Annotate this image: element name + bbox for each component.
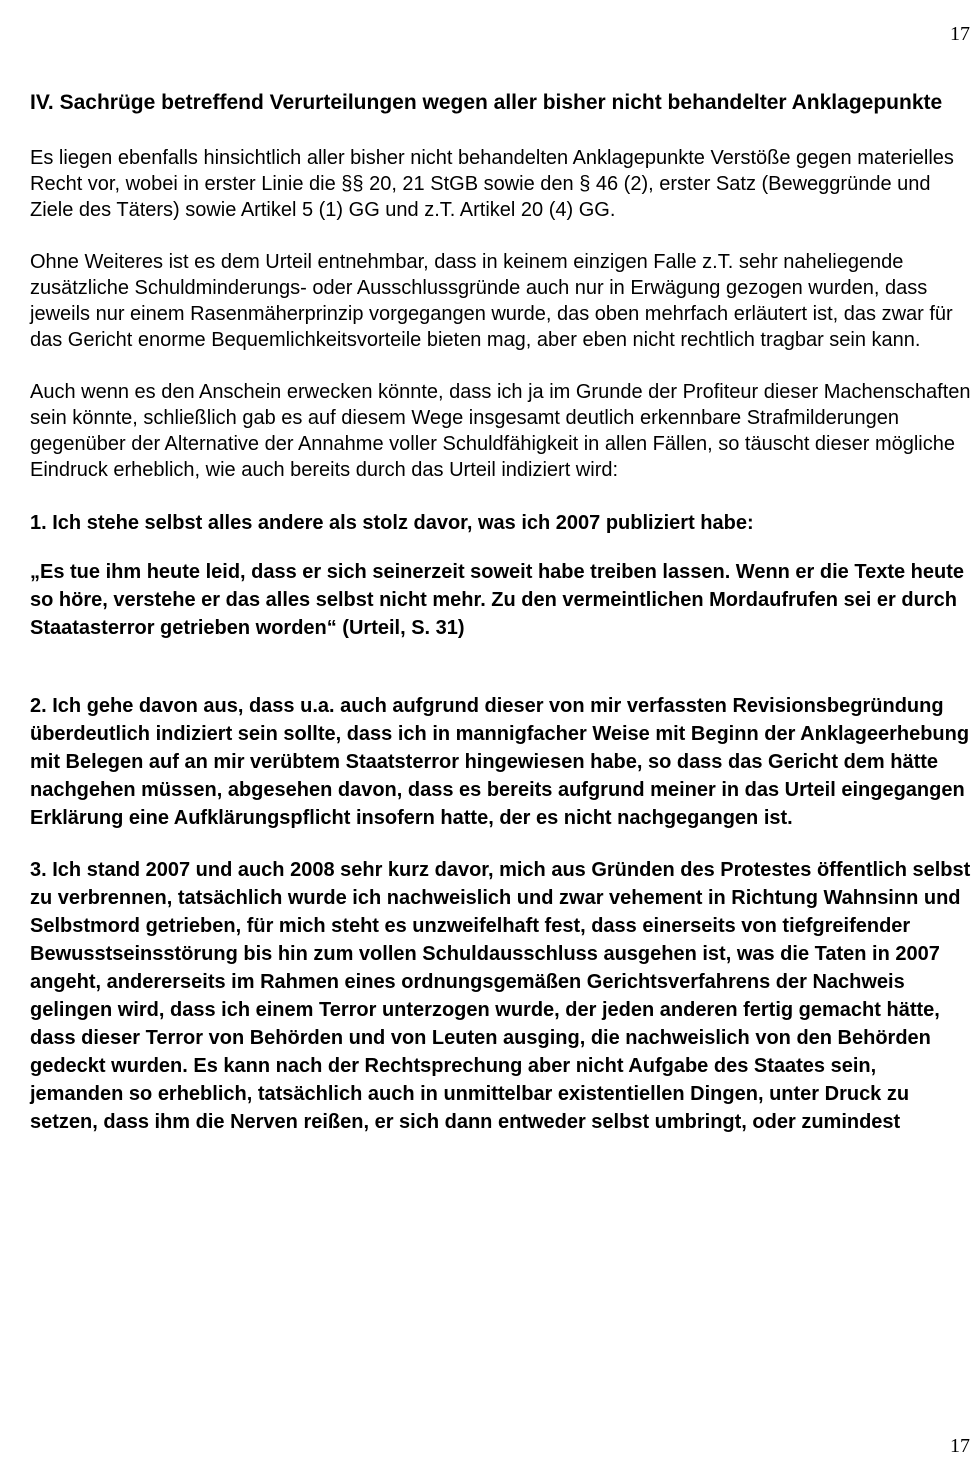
list-item-3: 3. Ich stand 2007 und auch 2008 sehr kurz davor, mich aus Gründen des Protestes öffentlich selbst zu verbrennen, tatsächlich wurde ich nachweislich und zwar vehement in Richtung Wahnsinn und Selbstmord getrieben, für mich steht es unzweifelhaft fest, dass einerseits von tiefgreifender Bewusstseinsstörung bis hin zum vollen Schuldausschluss ausgehen ist, was die Taten in 2007 angeht, andererseits im Rahmen eines ordnungsgemäßen Gerichtsverfahrens der Nachweis gelingen wird, dass ich einem Terror unterzogen wurde, der jeden anderen fertig gemacht hätte, dass dieser Terror von Behörden und von Leuten ausging, die nachweislich von den Behörden gedeckt wurden. Es kann nach der Rechtsprechung aber nicht Aufgabe des Staates sein, jemanden so erheblich, tatsächlich auch in unmittelbar existentiellen Dingen, unter Druck zu setzen, dass ihm die Nerven reißen, er sich dann entweder selbst umbringt, oder zumindest [30, 859, 971, 1133]
page-number-bottom: 17 [950, 1435, 970, 1457]
section-heading: IV. Sachrüge betreffend Verurteilungen wegen aller bisher nicht behandelter Anklagepunkte [30, 91, 943, 114]
court-quote: „Es tue ihm heute leid, dass er sich seinerzeit soweit habe treiben lassen. Wenn er die Texte heute so höre, verstehe er das alles selbst nicht mehr. Zu den vermeintlichen Mordaufrufen sei er durch Staatasterror getrieben worden“ (Urteil, S. 31) [30, 561, 965, 639]
paragraph-3: Auch wenn es den Anschein erwecken könnte, dass ich ja im Grunde der Profiteur dieser Machenschaften sein könnte, schließlich gab es auf diesem Wege insgesamt deutlich erkennbare Strafmilderungen gegenüber der Alternative der Annahme voller Schuldfähigkeit in allen Fällen, so täuscht dieser mögliche Eindruck erheblich, wie auch bereits durch das Urteil indiziert wird: [30, 381, 971, 481]
paragraph-1: Es liegen ebenfalls hinsichtlich aller bisher nicht behandelten Anklagepunkte Verstöße gegen materielles Recht vor, wobei in erster Linie die §§ 20, 21 StGB sowie den § 46 (2), erster Satz (Beweggründe und Ziele des Täters) sowie Artikel 5 (1) GG und z.T. Artikel 20 (4) GG. [30, 147, 954, 221]
document-body [30, 88, 974, 1136]
paragraph-2: Ohne Weiteres ist es dem Urteil entnehmbar, dass in keinem einzigen Falle z.T. sehr naheliegende zusätzliche Schuldminderungs- oder Ausschlussgründe auch nur in Erwägung gezogen wurden, dass jeweils nur einem Rasenmäherprinzip vorgegangen wurde, das oben mehrfach erläutert ist, das zwar für das Gericht enorme Bequemlichkeitsvorteile bieten mag, aber eben nicht rechtlich tragbar sein kann. [30, 251, 953, 351]
list-item-1: 1. Ich stehe selbst alles andere als stolz davor, was ich 2007 publiziert habe: [30, 512, 754, 534]
list-item-2: 2. Ich gehe davon aus, dass u.a. auch aufgrund dieser von mir verfassten Revisionsbegründung überdeutlich indiziert sein sollte, dass ich in mannigfacher Weise mit Beginn der Anklageerhebung mit Belegen auf an mir verübtem Staatsterror hingewiesen habe, so dass das Gericht dem hätte nachgehen müssen, abgesehen davon, dass es bereits aufgrund meiner in das Urteil eingegangen Erklärung eine Aufklärungspflicht insofern hatte, der es nicht nachgegangen ist. [30, 695, 970, 829]
page-number-top: 17 [950, 23, 970, 45]
